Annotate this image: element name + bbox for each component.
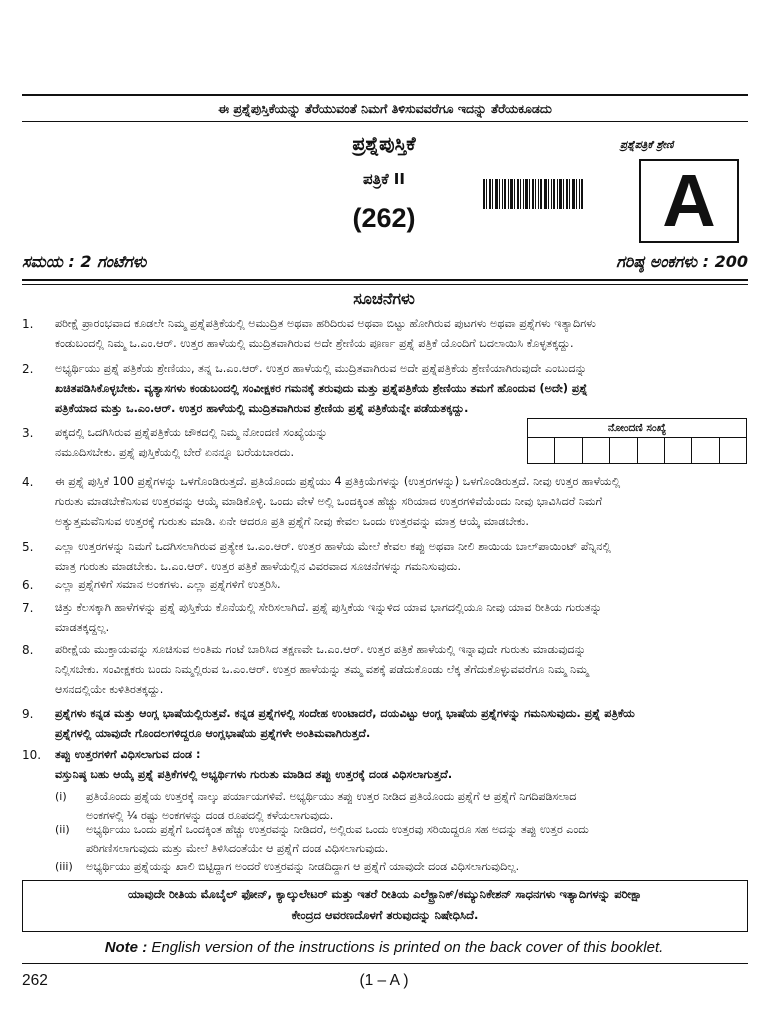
instruction-number: 3. — [22, 426, 34, 440]
instruction-number: 9. — [22, 707, 34, 721]
instruction-line: ಕಂಡುಬಂದಲ್ಲಿ ನಿಮ್ಮ ಒ.ಎಂ.ಆರ್. ಉತ್ತರ ಹಾಳೆಯಲ್ಲಿ ಮುದ್ರಿತವಾಗಿರುವ ಅದೇ ಶ್ರೇಣಿಯ ಪೂರ್ಣ ಪ್ರಶ್ನೆ ಪತ್ರಿಕೆ ಯೊಂದಿಗೆ ಬದಲಾಯಿಸಿ ಕೊಳ್ಳತಕ್ಕದ್ದು. — [55, 337, 574, 350]
instruction-line: ಖಚಿತಪಡಿಸಿಕೊಳ್ಳಬೇಕು. ವ್ಯತ್ಯಾಸಗಳು ಕಂಡುಬಂದಲ್ಲಿ ಸಂವೀಕ್ಷಕರ ಗಮನಕ್ಕೆ ತರುವುದು ಮತ್ತು ಪ್ರಶ್ನೆಪತ್ರಿಕೆಯ ಶ್ರೇಣಿಯು ತಮಗೆ ಹೊಂದುವ (ಅದೇ) ಪ್ರಶ್ನೆ — [55, 382, 588, 395]
time-marks-row — [22, 252, 748, 274]
top-rule-thick — [22, 94, 748, 96]
instruction-line: ಎಲ್ಲಾ ಪ್ರಶ್ನೆಗಳಿಗೆ ಸಮಾನ ಅಂಕಗಳು. ಎಲ್ಲಾ ಪ್ರಶ್ನೆಗಳಿಗೆ ಉತ್ತರಿಸಿ. — [55, 578, 281, 591]
paper-code: (262) — [352, 203, 416, 233]
registration-number-label: ನೋಂದಣಿ ಸಂಖ್ಯೆ — [528, 419, 746, 438]
instruction-line: ಈ ಪ್ರಶ್ನೆ ಪುಸ್ತಿಕೆ 100 ಪ್ರಶ್ನೆಗಳನ್ನು ಒಳಗೊಂಡಿರುತ್ತದೆ. ಪ್ರತಿಯೊಂದು ಪ್ರಶ್ನೆಯು 4 ಪ್ರತಿಕ್ರಿಯೆಗಳನ್ನು (ಉತ್ತರಗಳನ್ನು) ಒಳಗೊಂಡಿರುತ್ತದೆ. ನೀವು ಉತ್ತರ ಹಾಳೆಯಲ್ಲಿ — [55, 475, 621, 488]
instruction-number: 10. — [22, 748, 42, 762]
electronic-devices-notice — [22, 880, 748, 932]
instructions-heading: ಸೂಚನೆಗಳು — [353, 289, 415, 308]
registration-number-box[interactable] — [527, 418, 747, 464]
mid-rule-thick — [22, 279, 748, 281]
penalty-subitem-line: ಪ್ರತಿಯೊಂದು ಪ್ರಶ್ನೆಯ ಉತ್ತರಕ್ಕೆ ನಾಲ್ಕು ಪರ್ಯಾಯಗಳಿವೆ. ಅಭ್ಯರ್ಥಿಯು ತಪ್ಪು ಉತ್ತರ ನೀಡಿದ ಪ್ರತಿಯೊಂದು ಪ್ರಶ್ನೆಗೆ ಆ ಪ್ರಶ್ನೆಗೆ ನಿಗದಿಪಡಿಸಲಾದ — [86, 790, 577, 803]
instruction-line: ಚಿತ್ತು ಕೆಲಸಕ್ಕಾಗಿ ಹಾಳೆಗಳನ್ನು ಪ್ರಶ್ನೆ ಪುಸ್ತಿಕೆಯ ಕೊನೆಯಲ್ಲಿ ಸೇರಿಸಲಾಗಿದೆ. ಪ್ರಶ್ನೆ ಪುಸ್ತಿಕೆಯ ಇನ್ನುಳಿದ ಯಾವ ಭಾಗದಲ್ಲಿಯೂ ನೀವು ಯಾವ ರೀತಿಯ ಗುರುತನ್ನು — [55, 601, 602, 614]
instruction-number: 4. — [22, 475, 34, 489]
instruction-text — [55, 704, 748, 744]
penalty-subitem-text — [86, 857, 748, 876]
instruction-line: ಆಸನದಲ್ಲಿಯೇ ಕುಳಿತಿರತಕ್ಕದ್ದು. — [55, 683, 164, 696]
instruction-line: ಪತ್ರಿಕೆಯಾದ ಮತ್ತು ಒ.ಎಂ.ಆರ್. ಉತ್ತರ ಹಾಳೆಯಲ್ಲಿ ಮುದ್ರಿತವಾಗಿರುವ ಶ್ರೇಣಿಯ ಪ್ರಶ್ನೆ ಪತ್ರಿಕೆಯನ್ನೇ ಪಡೆಯತಕ್ಕದ್ದು. — [55, 402, 469, 415]
instruction-line: ಪರೀಕ್ಷೆ ಪ್ರಾರಂಭವಾದ ಕೂಡಲೇ ನಿಮ್ಮ ಪ್ರಶ್ನೆಪತ್ರಿಕೆಯಲ್ಲಿ ಅಮುದ್ರಿತ ಅಥವಾ ಹರಿದಿರುವ ಅಥವಾ ಬಿಟ್ಟು ಹೋಗಿರುವ ಪುಟಗಳು ಅಥವಾ ಪ್ರಶ್ನೆಗಳು ಇತ್ಯಾದಿಗಳು — [55, 317, 596, 330]
note-label: Note : — [104, 939, 148, 956]
instruction-line: ನಮೂದಿಸಬೇಕು. ಪ್ರಶ್ನೆ ಪುಸ್ತಿಕೆಯಲ್ಲಿ ಬೇರೆ ಏನನ್ನೂ ಬರೆಯಬಾರದು. — [55, 446, 295, 459]
max-marks: ಗರಿಷ್ಠ ಅಂಕಗಳು : 200 — [616, 252, 748, 271]
instruction-text — [55, 640, 748, 700]
penalty-subitem-number: (ii) — [55, 823, 70, 836]
instruction-line: ಅತ್ಯುತ್ತಮವೆನಿಸುವ ಉತ್ತರಕ್ಕೆ ಗುರುತು ಮಾಡಿ. ಏನೇ ಆದರೂ ಪ್ರತಿ ಪ್ರಶ್ನೆಗೆ ನೀವು ಕೇವಲ ಒಂದು ಉತ್ತರವನ್ನು ಮಾತ್ರ ಆಯ್ಕೆ ಮಾಡಬೇಕು. — [55, 515, 529, 528]
booklet-title: ಪ್ರಶ್ನೆಪುಸ್ತಿಕೆ — [352, 133, 416, 155]
series-letter: A — [662, 159, 716, 242]
instruction-text — [55, 537, 748, 577]
instruction-line: ಅಭ್ಯರ್ಥಿಯು ಪ್ರಶ್ನೆ ಪತ್ರಿಕೆಯ ಶ್ರೇಣಿಯು, ತನ್ನ ಒ.ಎಂ.ಆರ್. ಉತ್ತರ ಹಾಳೆಯಲ್ಲಿ ಮುದ್ರಿತವಾಗಿರುವ ಅದೇ ಪ್ರಶ್ನೆಪತ್ರಿಕೆಯ ಶ್ರೇಣಿಯಾಗಿರುವುದೇ ಎಂಬುದನ್ನು — [55, 362, 587, 375]
instruction-line: ಮಾತ್ರ ಗುರುತು ಮಾಡಬೇಕು. ಒ.ಎಂ.ಆರ್. ಉತ್ತರ ಪತ್ರಿಕೆ ಹಾಳೆಯಲ್ಲಿನ ವಿವರವಾದ ಸೂಚನೆಗಳನ್ನು ಗಮನಿಸುವುದು. — [55, 560, 462, 573]
footer-code: 262 — [22, 972, 48, 989]
instruction-text — [55, 598, 748, 638]
penalty-subitem-text — [86, 820, 748, 858]
instruction-line: ಪ್ರಶ್ನೆಗಳಲ್ಲಿ ಯಾವುದೇ ಗೊಂದಲಗಳಿದ್ದರೂ ಆಂಗ್ಲಭಾಷೆಯ ಪ್ರಶ್ನೆಗಳೇ ಅಂತಿಮವಾಗಿರುತ್ತದೆ. — [55, 727, 371, 740]
do-not-open-notice: ಈ ಪ್ರಶ್ನೆಪುಸ್ತಿಕೆಯನ್ನು ತೆರೆಯುವಂತೆ ನಿಮಗೆ ತಿಳಿಸುವವರೆಗೂ ಇದನ್ನು ತೆರೆಯಕೂಡದು — [218, 101, 552, 116]
instruction-number: 5. — [22, 540, 34, 554]
paper-number: ಪತ್ರಿಕೆ II — [363, 170, 405, 188]
penalty-subitem-line: ಅಭ್ಯರ್ಥಿಯು ಒಂದು ಪ್ರಶ್ನೆಗೆ ಒಂದಕ್ಕಿಂತ ಹೆಚ್ಚು ಉತ್ತರವನ್ನು ನೀಡಿದರೆ, ಅಲ್ಲಿರುವ ಒಂದು ಉತ್ತರವು ಸರಿಯಿದ್ದರೂ ಸಹ ಅದನ್ನು ತಪ್ಪು ಉತ್ತರ ಎಂದು — [86, 823, 589, 836]
notice-line-2: ಕೇಂದ್ರದ ಆವರಣದೊಳಗೆ ತರುವುದನ್ನು ನಿಷೇಧಿಸಿದೆ. — [291, 908, 479, 922]
instruction-text — [55, 745, 748, 785]
english-version-note — [0, 939, 768, 956]
mid-rule-thin — [22, 284, 748, 285]
notice-line-1: ಯಾವುದೇ ರೀತಿಯ ಮೊಬೈಲ್ ಫೋನ್, ಕ್ಯಾಲ್ಕುಲೇಟರ್ ಮತ್ತು ಇತರೆ ರೀತಿಯ ಎಲೆಕ್ಟ್ರಾನಿಕ್/ಕಮ್ಯುನಿಕೇಶನ್ ಸಾಧನಗಳು ಇತ್ಯಾದಿಗಳನ್ನು ಪರೀಕ್ಷಾ — [127, 887, 643, 901]
top-rule-thin — [22, 121, 748, 122]
instruction-line: ಎಲ್ಲಾ ಉತ್ತರಗಳನ್ನು ನಿಮಗೆ ಒದಗಿಸಲಾಗಿರುವ ಪ್ರತ್ಯೇಕ ಒ.ಎಂ.ಆರ್. ಉತ್ತರ ಹಾಳೆಯ ಮೇಲೆ ಕೇವಲ ಕಪ್ಪು ಅಥವಾ ನೀಲಿ ಶಾಯಿಯ ಬಾಲ್‌ಪಾಯಿಂಟ್ ಪೆನ್ನಿನಲ್ಲಿ — [55, 540, 611, 553]
instruction-text — [55, 423, 515, 463]
penalty-subitem-number: (i) — [55, 790, 67, 803]
instruction-line: ಗುರುತು ಮಾಡಬೇಕೆನಿಸುವ ಉತ್ತರವನ್ನು ಆಯ್ಕೆ ಮಾಡಿಕೊಳ್ಳಿ. ಒಂದು ವೇಳೆ ಅಲ್ಲಿ ಒಂದಕ್ಕಿಂತ ಹೆಚ್ಚು ಸರಿಯಾದ ಉತ್ತರಗಳಿವೆಯೆಂದು ನೀವು ಭಾವಿಸಿದರೆ ನಿಮಗೆ — [55, 495, 603, 508]
instruction-line: ಪ್ರಶ್ನೆಗಳು ಕನ್ನಡ ಮತ್ತು ಆಂಗ್ಲ ಭಾಷೆಯಲ್ಲಿರುತ್ತವೆ. ಕನ್ನಡ ಪ್ರಶ್ನೆಗಳಲ್ಲಿ ಸಂದೇಹ ಉಂಟಾದರೆ, ದಯವಿಟ್ಟು ಆಂಗ್ಲ ಭಾಷೆಯ ಪ್ರಶ್ನೆಗಳನ್ನು ಗಮನಿಸುವುದು. ಪ್ರಶ್ನೆ ಪತ್ರಿಕೆಯ — [55, 707, 635, 720]
instruction-text — [55, 359, 748, 419]
instruction-text — [55, 472, 748, 532]
instruction-line: ತಪ್ಪು ಉತ್ತರಗಳಿಗೆ ವಿಧಿಸಲಾಗುವ ದಂಡ : — [55, 748, 201, 761]
bottom-rule — [22, 963, 748, 964]
instruction-line: ಮಾಡತಕ್ಕದ್ದಲ್ಲ. — [55, 621, 110, 634]
instruction-line: ವಸ್ತುನಿಷ್ಠ ಬಹು ಆಯ್ಕೆ ಪ್ರಶ್ನೆ ಪತ್ರಿಕೆಗಳಲ್ಲಿ ಅಭ್ಯರ್ಥಿಗಳು ಗುರುತು ಮಾಡಿದ ತಪ್ಪು ಉತ್ತರಕ್ಕೆ ದಂಡ ವಿಧಿಸಲಾಗುತ್ತದೆ. — [55, 768, 453, 781]
penalty-subitem-line: ಪರಿಗಣಿಸಲಾಗುವುದು ಮತ್ತು ಮೇಲೆ ತಿಳಿಸಿದಂತೆಯೇ ಆ ಪ್ರಶ್ನೆಗೆ ದಂಡ ವಿಧಿಸಲಾಗುವುದು. — [86, 842, 389, 855]
instruction-number: 2. — [22, 362, 34, 376]
series-letter-box — [639, 159, 739, 243]
registration-number-cells[interactable] — [528, 438, 746, 464]
instruction-number: 7. — [22, 601, 34, 615]
instruction-number: 1. — [22, 317, 34, 331]
instruction-text — [55, 314, 748, 354]
instruction-line: ನಿಲ್ಲಿಸಬೇಕು. ಸಂವೀಕ್ಷಕರು ಬಂದು ನಿಮ್ಮಲ್ಲಿರುವ ಒ.ಎಂ.ಆರ್. ಉತ್ತರ ಹಾಳೆಯನ್ನು ತಮ್ಮ ವಶಕ್ಕೆ ಪಡೆದುಕೊಂಡು ಲೆಕ್ಕ ತೆಗೆದುಕೊಳ್ಳುವವರೆಗೂ ನಿಮ್ಮ ನಿಮ್ಮ — [55, 663, 589, 676]
instruction-number: 8. — [22, 643, 34, 657]
penalty-subitem-number: (iii) — [55, 860, 73, 873]
instruction-line: ಪಕ್ಕದಲ್ಲಿ ಒದಗಿಸಿರುವ ಪ್ರಶ್ನೆಪತ್ರಿಕೆಯ ಚೌಕದಲ್ಲಿ ನಿಮ್ಮ ನೋಂದಣಿ ಸಂಖ್ಯೆಯನ್ನು — [55, 426, 328, 439]
penalty-subitem-line: ಅಂಕಗಳಲ್ಲಿ ¼ ರಷ್ಟು ಅಂಕಗಳನ್ನು ದಂಡ ರೂಪದಲ್ಲಿ ಕಳೆಯಲಾಗುವುದು. — [86, 809, 334, 822]
series-label: ಪ್ರಶ್ನೆಪತ್ರಿಕೆ ಶ್ರೇಣಿ — [620, 139, 674, 151]
duration: ಸಮಯ : 2 ಗಂಟೆಗಳು — [22, 252, 147, 271]
instruction-text — [55, 575, 748, 595]
instruction-number: 6. — [22, 578, 34, 592]
instruction-line: ಪರೀಕ್ಷೆಯ ಮುಕ್ತಾಯವನ್ನು ಸೂಚಿಸುವ ಅಂತಿಮ ಗಂಟೆ ಬಾರಿಸಿದ ತಕ್ಷಣವೇ ಒ.ಎಂ.ಆರ್. ಉತ್ತರ ಪತ್ರಿಕೆ ಹಾಳೆಯಲ್ಲಿ ಇನ್ನಾವುದೇ ಗುರುತು ಮಾಡುವುದನ್ನು — [55, 643, 586, 656]
footer-page: (1 – A ) — [359, 972, 409, 989]
penalty-subitem-line: ಅಭ್ಯರ್ಥಿಯು ಪ್ರಶ್ನೆಯನ್ನು ಖಾಲಿ ಬಿಟ್ಟಿದ್ದಾಗ ಅಂದರೆ ಉತ್ತರವನ್ನು ನೀಡದಿದ್ದಾಗ ಆ ಪ್ರಶ್ನೆಗೆ ಯಾವುದೇ ದಂಡ ವಿಧಿಸಲಾಗುವುದಿಲ್ಲ. — [86, 860, 520, 873]
note-text: English version of the instructions is printed on the back cover of this booklet. — [147, 939, 664, 956]
barcode-image — [483, 179, 583, 209]
